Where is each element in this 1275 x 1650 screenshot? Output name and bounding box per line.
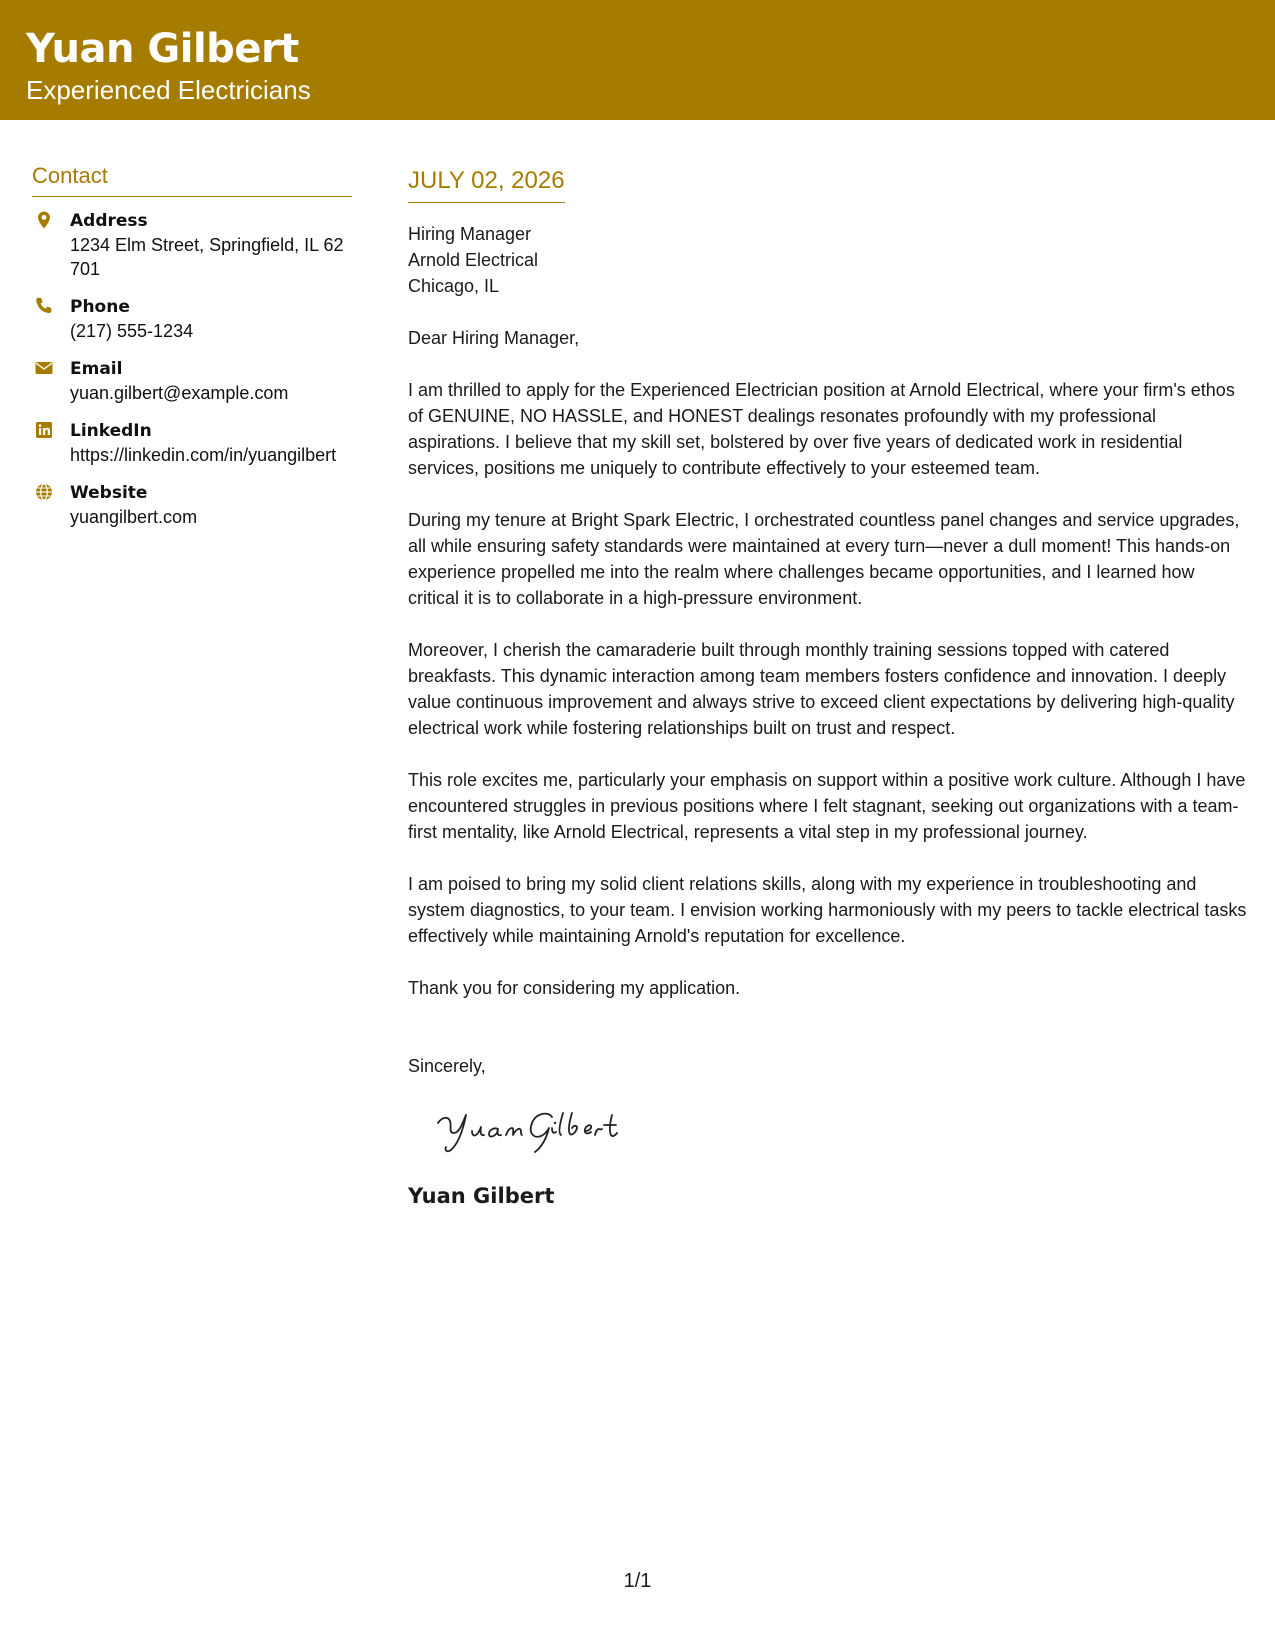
recipient-block	[408, 221, 1248, 299]
letter-paragraph: This role excites me, particularly your emphasis on support within a positive work culture. Although I have encountered struggles in previous positions where I felt stagnant, seeking out organizations with a team-first mentality, like Arnold Electrical, represents a vital step in my professional journey.	[408, 770, 1246, 842]
contact-label: Website	[70, 483, 148, 503]
applicant-name: Yuan Gilbert	[26, 26, 299, 72]
contact-label: Address	[70, 211, 148, 231]
applicant-title: Experienced Electricians	[26, 75, 311, 105]
letter-paragraph: During my tenure at Bright Spark Electric, I orchestrated countless panel changes and service upgrades, all while ensuring safety standards were maintained at every turn—never a dull moment! This hands-on experience propelled me into the realm where challenges became opportunities, and I learned how critical it is to collaborate in a high-pressure environment.	[408, 510, 1240, 608]
closing: Sincerely,	[408, 1056, 486, 1076]
contact-value: yuan.gilbert@example.com	[70, 383, 289, 403]
salutation: Dear Hiring Manager,	[408, 328, 580, 348]
contact-label: Phone	[70, 297, 130, 317]
contact-website	[32, 481, 352, 529]
linkedin-icon	[34, 420, 54, 440]
header-banner	[0, 0, 1275, 120]
recipient-line: Chicago, IL	[408, 276, 500, 296]
contact-value: yuangilbert.com	[70, 507, 198, 527]
letter-paragraph: Moreover, I cherish the camaraderie built through monthly training sessions topped with catered breakfasts. This dynamic interaction among team members fosters confidence and innovation. I deeply value continuous improvement and always strive to exceed client expectations by delivering high-quality electrical work while fostering relationships built on trust and respect.	[408, 640, 1235, 738]
contact-value: (217) 555-1234	[70, 321, 194, 341]
contact-email	[32, 357, 352, 405]
contact-label: Email	[70, 359, 123, 379]
letter-paragraph: I am poised to bring my solid client relations skills, along with my experience in troubleshooting and system diagnostics, to your team. I envision working harmoniously with my peers to tackle electrical tasks effectively while maintaining Arnold's reputation for excellence.	[408, 874, 1247, 946]
letter-paragraph: I am thrilled to apply for the Experienced Electrician position at Arnold Electrical, where your firm's ethos of GENUINE, NO HASSLE, and HONEST dealings resonates profoundly with my professional aspirations. I believe that my skill set, bolstered by over five years of dedicated work in residential services, positions me uniquely to contribute effectively to your esteemed team.	[408, 380, 1235, 478]
recipient-line: Hiring Manager	[408, 224, 532, 244]
recipient-line: Arnold Electrical	[408, 250, 539, 270]
contact-address	[32, 209, 352, 281]
phone-icon	[34, 296, 54, 316]
signature-image	[432, 1101, 672, 1161]
contact-linkedin	[32, 419, 352, 467]
contact-label: LinkedIn	[70, 421, 152, 441]
contact-heading: Contact	[32, 162, 352, 197]
contact-phone	[32, 295, 352, 343]
contact-sidebar	[32, 162, 352, 543]
signed-name: Yuan Gilbert	[408, 1184, 555, 1208]
globe-icon	[34, 482, 54, 502]
envelope-icon	[34, 358, 54, 378]
location-pin-icon	[34, 210, 54, 230]
letter-body	[408, 166, 1248, 1210]
contact-value: https://linkedin.com/in/yuangilbert	[70, 445, 337, 465]
contact-value: 1234 Elm Street, Springfield, IL 62701	[70, 235, 344, 279]
letter-date: JULY 02, 2026	[408, 166, 565, 203]
letter-paragraph: Thank you for considering my application.	[408, 978, 741, 998]
page-number: 1/1	[623, 1570, 652, 1592]
